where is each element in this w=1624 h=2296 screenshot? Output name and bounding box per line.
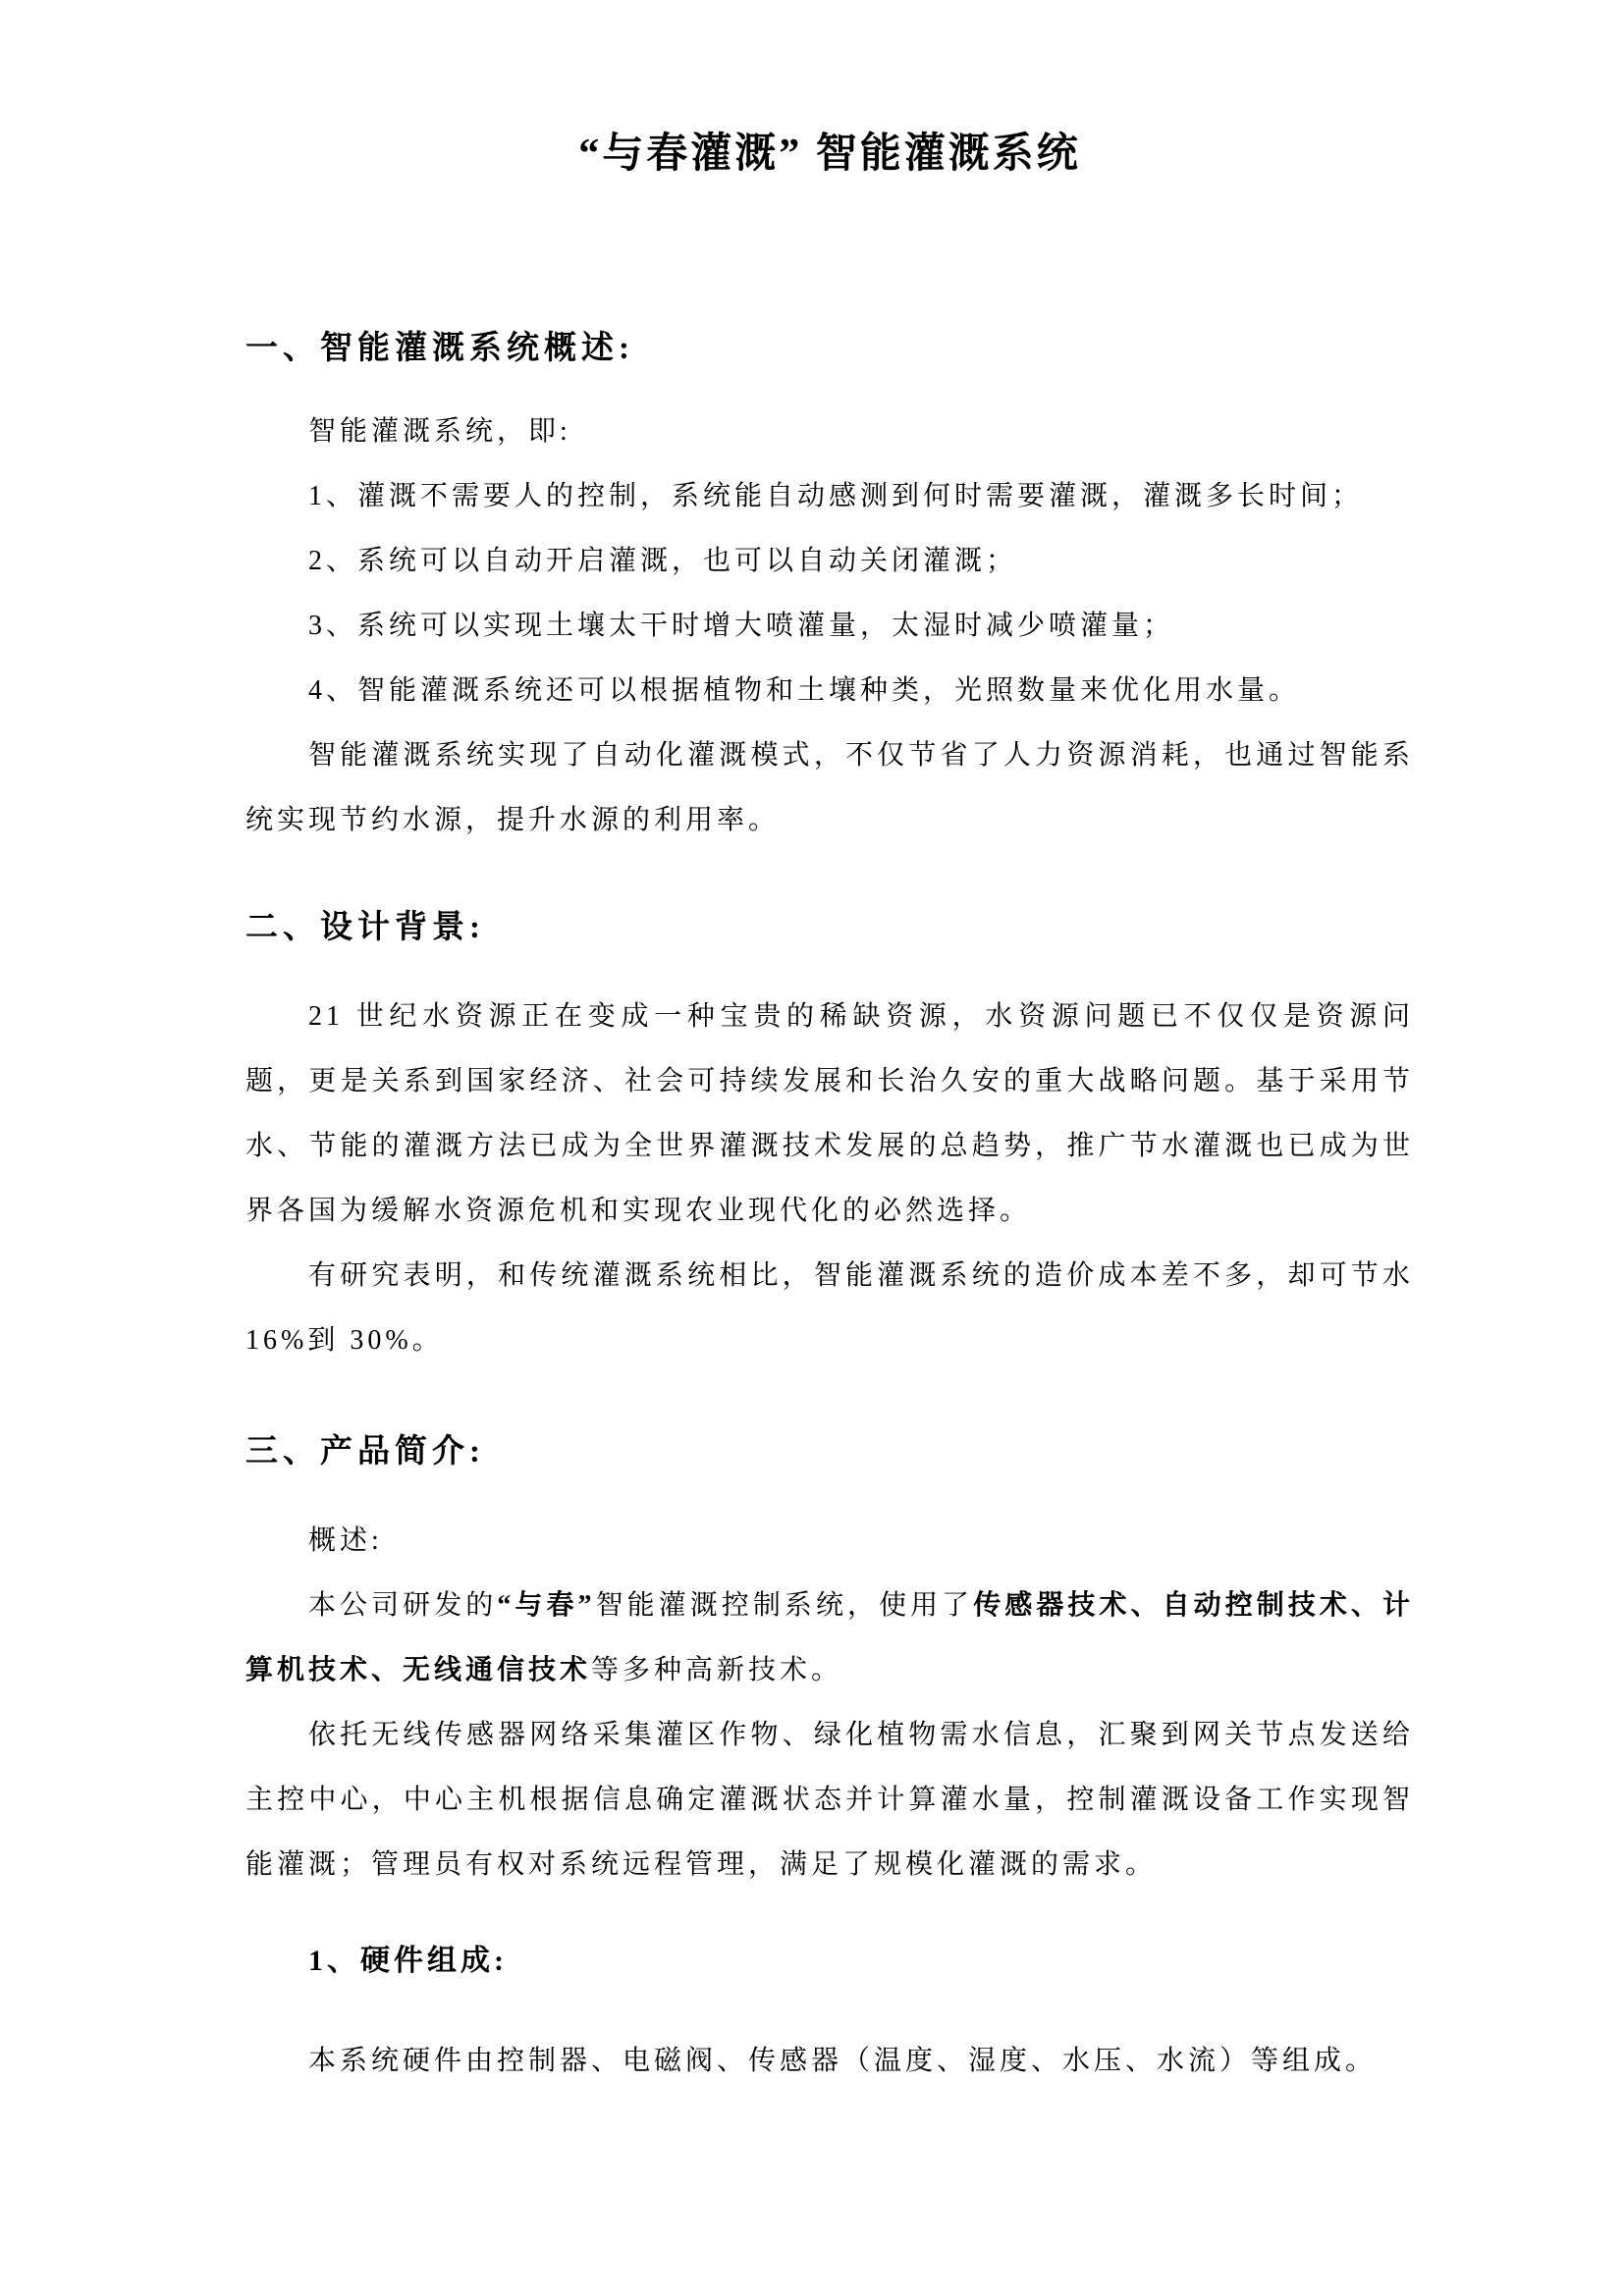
text-segment: 等多种高新技术。 [591,1655,843,1685]
text-segment: “与春” [497,1590,596,1621]
text-segment: 传感器技术、自动控制技术、计算机技术、无线通信技术 [245,1590,1414,1685]
section-overview [245,325,1414,853]
background-paragraph-2: 有研究表明，和传统灌溉系统相比，智能灌溉系统的造价成本差不多，却可节水 16%到 30%。 [245,1260,1414,1356]
section-background-heading: 二、设计背景: [245,910,485,945]
section-background [245,904,1414,1373]
overview-list-item-4: 4、智能灌溉系统还可以根据植物和土壤种类，光照数量来优化用水量。 [308,675,1301,706]
background-paragraph-1: 21 世纪水资源正在变成一种宝贵的稀缺资源，水资源问题已不仅仅是资源问题，更是关系到国家经济、社会可持续发展和长治久安的重大战略问题。基于采用节水、节能的灌溉方法已成为全世界灌溉技术发展的总趋势，推广节水灌溉也已成为世界各国为缓解水资源危机和实现农业现代化的必然选择。 [245,1001,1414,1226]
overview-list-item-3: 3、系统可以实现土壤太干时增大喷灌量，太湿时减少喷灌量； [308,611,1175,641]
product-network-paragraph: 依托无线传感器网络采集灌区作物、绿化植物需水信息，汇聚到网关节点发送给主控中心，中心主机根据信息确定灌溉状态并计算灌水量，控制灌溉设备工作实现智能灌溉；管理员有权对系统远程管理，满足了规模化灌溉的需求。 [245,1720,1414,1880]
overview-list-item-1: 1、灌溉不需要人的控制，系统能自动感测到何时需要灌溉，灌溉多长时间； [308,481,1364,511]
section-product [245,1428,1414,2094]
product-description-paragraph [245,1574,1414,1703]
overview-intro-paragraph: 智能灌溉系统，即: [308,416,571,447]
section-product-heading: 三、产品简介: [245,1434,485,1469]
text-segment: 智能灌溉控制系统，使用了 [595,1590,974,1621]
subsection-hardware-heading: 1、硬件组成: [308,1945,508,1977]
product-overview-label: 概述: [308,1525,383,1556]
hardware-components-paragraph: 本系统硬件由控制器、电磁阀、传感器（温度、湿度、水压、水流）等组成。 [308,2046,1378,2076]
text-segment: 本公司研发的 [308,1590,498,1621]
overview-summary-paragraph: 智能灌溉系统实现了自动化灌溉模式，不仅节省了人力资源消耗，也通过智能系统实现节约水源，提升水源的利用率。 [245,740,1414,835]
overview-list-item-2: 2、系统可以自动开启灌溉，也可以自动关闭灌溉； [308,546,1018,576]
section-overview-heading: 一、智能灌溉系统概述: [245,331,634,366]
document-title: “与春灌溉” 智能灌溉系统 [578,132,1081,177]
